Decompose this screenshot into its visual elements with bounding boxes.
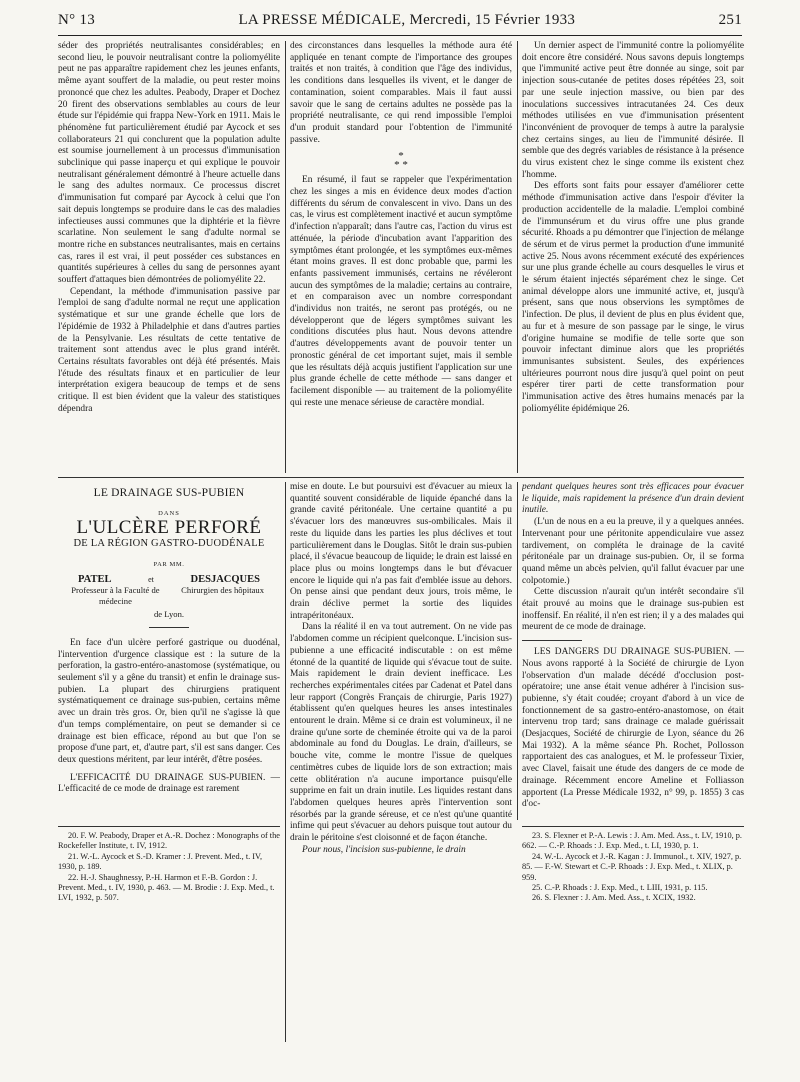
paragraph: séder des propriétés neutralisantes considérables; en second lieu, le pouvoir neutralisant contre la poliomyélite peut ne pas apparaître rapidement chez les jeunes enfants, même ayant souffert de la maladie, ou peut rester moins prononcé que chez les adultes. Peabody, Draper et Dochez 20 firent des observations semblables au cours de leur étude sur l'épidémie qui frappa New-York en 1911. Mais le phénomène fut particulièrement étudié par Aycock et ses collaborateurs 21 qui conclurent que la population adulte est soumise journellement à un processus d'immunisation subclinique qui passe inaperçu et qui explique le pouvoir neutralisant généralement démontré à l'heure actuelle dans le sang des adultes normaux. Ce processus discret d'immunisation fut comparé par Aycock à celui que l'on sait depuis longtemps se produire dans le cas des maladies infectieuses aussi communes que la diphtérie et la fièvre scarlatine. Non seulement le sang d'adulte normal se montre riche en substances neutralisantes, mais en certains cas, rares il est vrai, il peut posséder ces substances en quantités supérieures à celles du sang de personnes ayant souffert d'attaques bien démontrées de poliomyélite 22. [58,41,280,286]
footnote: 20. F. W. Peabody, Draper et A.-R. Dochez : Monographs of the Rockefeller Institute, t. IV, 1912. [58,831,280,851]
paragraph: (L'un de nous en a eu la preuve, il y a quelques années. Intervenant pour une péritonite appendiculaire vue assez tardivement, on compléta le drainage de la cavité péritonéale par un drainage sus-pubien. Or, il se forma quand même un abcès pelvien, qu'il fallut évacuer par une colpotomie.) [522,517,744,586]
title-separator [149,627,189,628]
footnote: 23. S. Flexner et P.-A. Lewis : J. Am. Med. Ass., t. LV, 1910, p. 662. — C.-P. Rhoads : J. Exp. Med., t. LI, 1930, p. 1. [522,831,742,851]
journal-title: LA PRESSE MÉDICALE, Mercredi, 15 Février 1933 [238,12,576,28]
page-number: 251 [718,12,742,28]
author-1: PATEL [78,573,112,585]
article-column-3 [522,482,744,820]
article-title-dans: DANS [158,509,180,517]
section-rule [58,477,744,478]
footnotes-left [58,831,280,931]
footnotes-right [522,831,744,931]
footnote: 24. W.-L. Aycock et J.-R. Kagan : J. Immunol., t. XIV, 1927, p. 85. — F.-W. Stewart et C.-P. Rhoads : J. Exp. Med., t. XLIX, p. 959. [522,851,742,882]
article-by: PAR MM. [153,560,185,568]
header-rule [58,35,742,36]
column-divider [285,482,286,1042]
paragraph: Des efforts sont faits pour essayer d'améliorer cette méthode d'immunisation active dans l'espoir d'éviter la production accidentelle de la maladie. L'emploi combiné de l'immunsérum et du virus offre une plus grande sécurité. Rhoads a pu démontrer que l'injection de mélange de sérum et de virus permet la production d'une immunité active 25. Nous avons récemment exécuté des expériences sur une plus grande échelle au cours desquelles le virus et le sérum étaient injectés séparément chez le singe. Cet animal développe alors une immunité active, et, jusqu'à présent, sans que nous observions les symptômes de l'infection. De plus, il devient de plus en plus évident que, au fur et à mesure de son passage par le singe, le virus d'origine humaine se modifie de telle sorte que son pouvoir infectant diminue alors que les propriétés immunisantes subsistent. Seules, des expériences ultérieures pourront nous dire jusqu'à quel point on peut espérer tirer parti de cette transformation pour l'immunisation active des êtres humains menacés par la poliomyélite épidémique 26. [522,181,744,414]
article-title-block [58,488,280,628]
footnote: 25. C.-P. Rhoads : J. Exp. Med., t. LIII, 1931, p. 115. [532,883,708,893]
page-header [58,12,742,34]
paragraph: Pour nous, l'incision sus-pubienne, le drain [302,844,466,855]
author-conjunction: et [148,574,154,584]
footnote-rule [58,826,280,827]
article-title-line3: DE LA RÉGION GASTRO-DUODÉNALE [73,538,265,550]
paragraph: pendant quelques heures sont très efficaces pour évacuer le liquide, mais rapidement la présence d'un drain devient inutile. [522,482,744,516]
top-column-3 [522,41,744,473]
column-divider [285,41,286,473]
paragraph: Dans la réalité il en va tout autrement. On ne vide pas l'abdomen comme un récipient quelconque. L'incision sus-pubienne a une efficacité indiscutable : on est même étonné de la quantité de liquide qui s'évacue tout de suite. Mais rapidement le drain devient inefficace. Les recherches expérimentales citées par Cadenat et Patel dans leur rapport (Congrès Français de chirurgie, Paris 1927) établissent qu'en quelques heures les anses intestinales entourent le drain. Même si ce drain est volumineux, il ne draine qu'une sorte de cheminée étroite qui va de la paroi abdominale au fond du Douglas. Le drain, d'ailleurs, se bouche vite, comme le montre l'issue de quelques centimètres cubes de liquide lors de son extraction; mais cette oblitération n'a aucune importance puisqu'elle supprime en fait un drain inutile. Les liquides restant dans l'abdomen quelques heures après l'intervention sont résorbés par la grande séreuse, et ce n'est qu'une quantité infime qui peut s'évacuer au dehors puisque tout autour du drain le péritoine s'est cloisonné et de façon étanche. [290,622,512,844]
authors [58,574,280,586]
paragraph: Cette discussion n'aurait qu'un intérêt secondaire s'il était prouvé au moins que le drainage sus-pubien est inoffensif. En réalité, il n'en est rien; il y a des malades qui meurent de ce mode de drainage. [522,587,744,633]
column-divider [517,41,518,473]
issue-number: N° 13 [58,12,96,28]
footnote: 21. W.-L. Aycock et S.-D. Kramer : J. Prevent. Med., t. IV, 1930, p. 189. [58,851,263,872]
paragraph: En résumé, il faut se rappeler que l'expérimentation chez les singes a mis en évidence deux modes d'action différents du sérum de convalescent in vivo. Dans un des cas, le virus est complètement inactivé et aucun symptôme d'infection n'apparaît; dans l'autre cas, l'action du virus est atténuée, la période d'incubation avant l'apparition des symptômes étant prolongée, et les symptômes eux-mêmes étant moins graves. Il est donc probable que, parmi les enfants passivement immunisés, certains ne révéleront aucun des symptômes de la maladie; certains au contraire, et en comparaison avec un nombre correspondant d'individus non traités, ne seront pas protégés, ou ne développeront que de légers symptômes suivant les conditions discutées plus haut. Nous devons attendre d'autres développements avant de pouvoir tenter un pronostic général de cet important sujet, mais il semble que les résultats déjà acquis justifient l'application sur une plus grande échelle de cette méthode — sans danger et facilement disponible — au traitement de la poliomyélite qui reste une menace sérieuse de caractère mondial. [290,175,512,408]
top-column-1 [58,41,280,473]
affiliation-1: Professeur à la Faculté de médecine [71,585,160,606]
paragraph: Cependant, la méthode d'immunisation passive par l'emploi de sang d'adulte normal ne reçut une application systématique et sur une grande échelle que lors de l'épidémie de 1932 à Philadelphie et dans d'autres parties de la Pensylvanie. Les résultats de cette tentative de traitement sont attendus avec le plus grand intérêt. Certains résultats favorables ont déjà été présentés. Mais l'étude des résultats finaux et en particulier de leur interprétation exigera beaucoup de temps et de sens critique. Il est bien évident que la valeur des statistiques dépendra [58,286,280,414]
section-stars: * * * [394,150,408,172]
footnote: 26. S. Flexner : J. Am. Med. Ass., t. XCIX, 1932. [532,893,696,903]
article-title-line1: LE DRAINAGE SUS-PUBIEN [93,487,245,499]
top-column-2 [290,41,512,473]
paragraph: Un dernier aspect de l'immunité contre la poliomyélite doit encore être considéré. Nous savons depuis longtemps que l'immunité active peut être donnée au singe, soit par injection sous-cutanée de petites doses répétées 23, soit par une seule injection massive, ou bien par des inoculations successives intracutanées 24. Ces deux méthodes utilisées en vue d'immunisation présentent l'inconvénient de provoquer de temps à autre la paralysie chez certains singes, au lieu de l'immunité désirée. Il semble que des degrés variables de résistance à la présence du virus existent chez le singe comme ils existent chez l'homme. [522,41,744,180]
affiliation-2: Chirurgien des hôpitaux [181,585,265,596]
subsection-rule [522,640,582,641]
article-title-main: L'ULCÈRE PERFORÉ [76,517,262,539]
footnote: 22. H.-J. Shaughnessy, P.-H. Harmon et F.-B. Gordon : J. Prevent. Med., t. IV, 1930, p. 463. — M. Brodie : J. Exp. Med., t. LVI, 1932, p. 507. [58,872,275,903]
article-column-1 [58,482,280,822]
paragraph: mise en doute. Le but poursuivi est d'évacuer au mieux la quantité souvent considérable de liquide épanché dans la grande cavité péritonéale. Une certaine quantité a pu s'évacuer lors des manœuvres sus-ombilicales. Mais il reste du liquide dans les parties les plus déclives et tout particulièrement dans le Douglas. Sitôt le drain sus-pubien placé, il s'évacue beaucoup de liquide; le drain est laissé en place plus ou moins longtemps dans le but d'évacuer encore le liquide qui n'a pas fait d'emblée issue au dehors. On pense ainsi que pendant deux jours, trois même, le drain déclive permet la sortie des liquides intrapéritonéaux. [290,482,512,621]
paragraph: LES DANGERS DU DRAINAGE SUS-PUBIEN. — Nous avons rapporté à la Société de chirurgie de Lyon l'observation d'un malade décédé d'occlusion post-opératoire; une anse était venue adhérer à l'incision sus-pubienne, s'y était coudée; croyant d'abord à un vice de fonctionnement de sa gastro-entéro-anastomose, on était intervenu trop tard; sans drainage ce malade guérissait (Desjacques, Société de chirurgie de Lyon, séance du 26 Mai 1932). A la même séance Ph. Rochet, Pollosson rapportaient des cas analogues, et M. le professeur Tixier, avec Clavel, faisait une étude des dangers de ce mode de drainage. Récemment encore Ameline et Folliasson apportent (La Presse Médicale 1932, n° 99, p. 1855) 3 cas d'oc- [522,647,744,810]
paragraph: L'EFFICACITÉ DU DRAINAGE SUS-PUBIEN. — L'efficacité de ce mode de drainage est rarement [58,772,280,795]
article-column-2 [290,482,512,1042]
paragraph: En face d'un ulcère perforé gastrique ou duodénal, l'intervention d'urgence classique est : la suture de la perforation, la gastro-entéro-anastomose (systématique, ou seulement s'il y a gêne du transit) et enfin le drainage sus-pubien. La plupart des chirurgiens pratiquent systématiquement ce drainage sus-pubien, certains même avec un drain très gros. Or, bien qu'il ne s'agisse là que d'un temps complémentaire, on peut se demander si ce drainage est bien efficace, répond au but que l'on se propose d'une part, et, d'autre part, s'il est sans danger. Ces deux questions méritent, par leur intérêt, d'être posées. [58,637,280,765]
footnote-rule [522,826,744,827]
affiliations [58,585,280,606]
paragraph: des circonstances dans lesquelles la méthode aura été appliquée en tenant compte de l'importance des groupes traités et non traités, à condition que l'âge des individus, les conditions dans lesquelles ils vivent, et le danger de contamination, soient comparables. Mais il faut aussi savoir que le sang de certains adultes ne possède pas la propriété neutralisante, ce qui rend impossible l'emploi d'un produit standard pour l'obtention de l'immunité passive. [290,41,512,145]
author-2: DESJACQUES [190,573,260,585]
affiliation-city: de Lyon. [153,609,185,620]
column-divider [517,482,518,820]
